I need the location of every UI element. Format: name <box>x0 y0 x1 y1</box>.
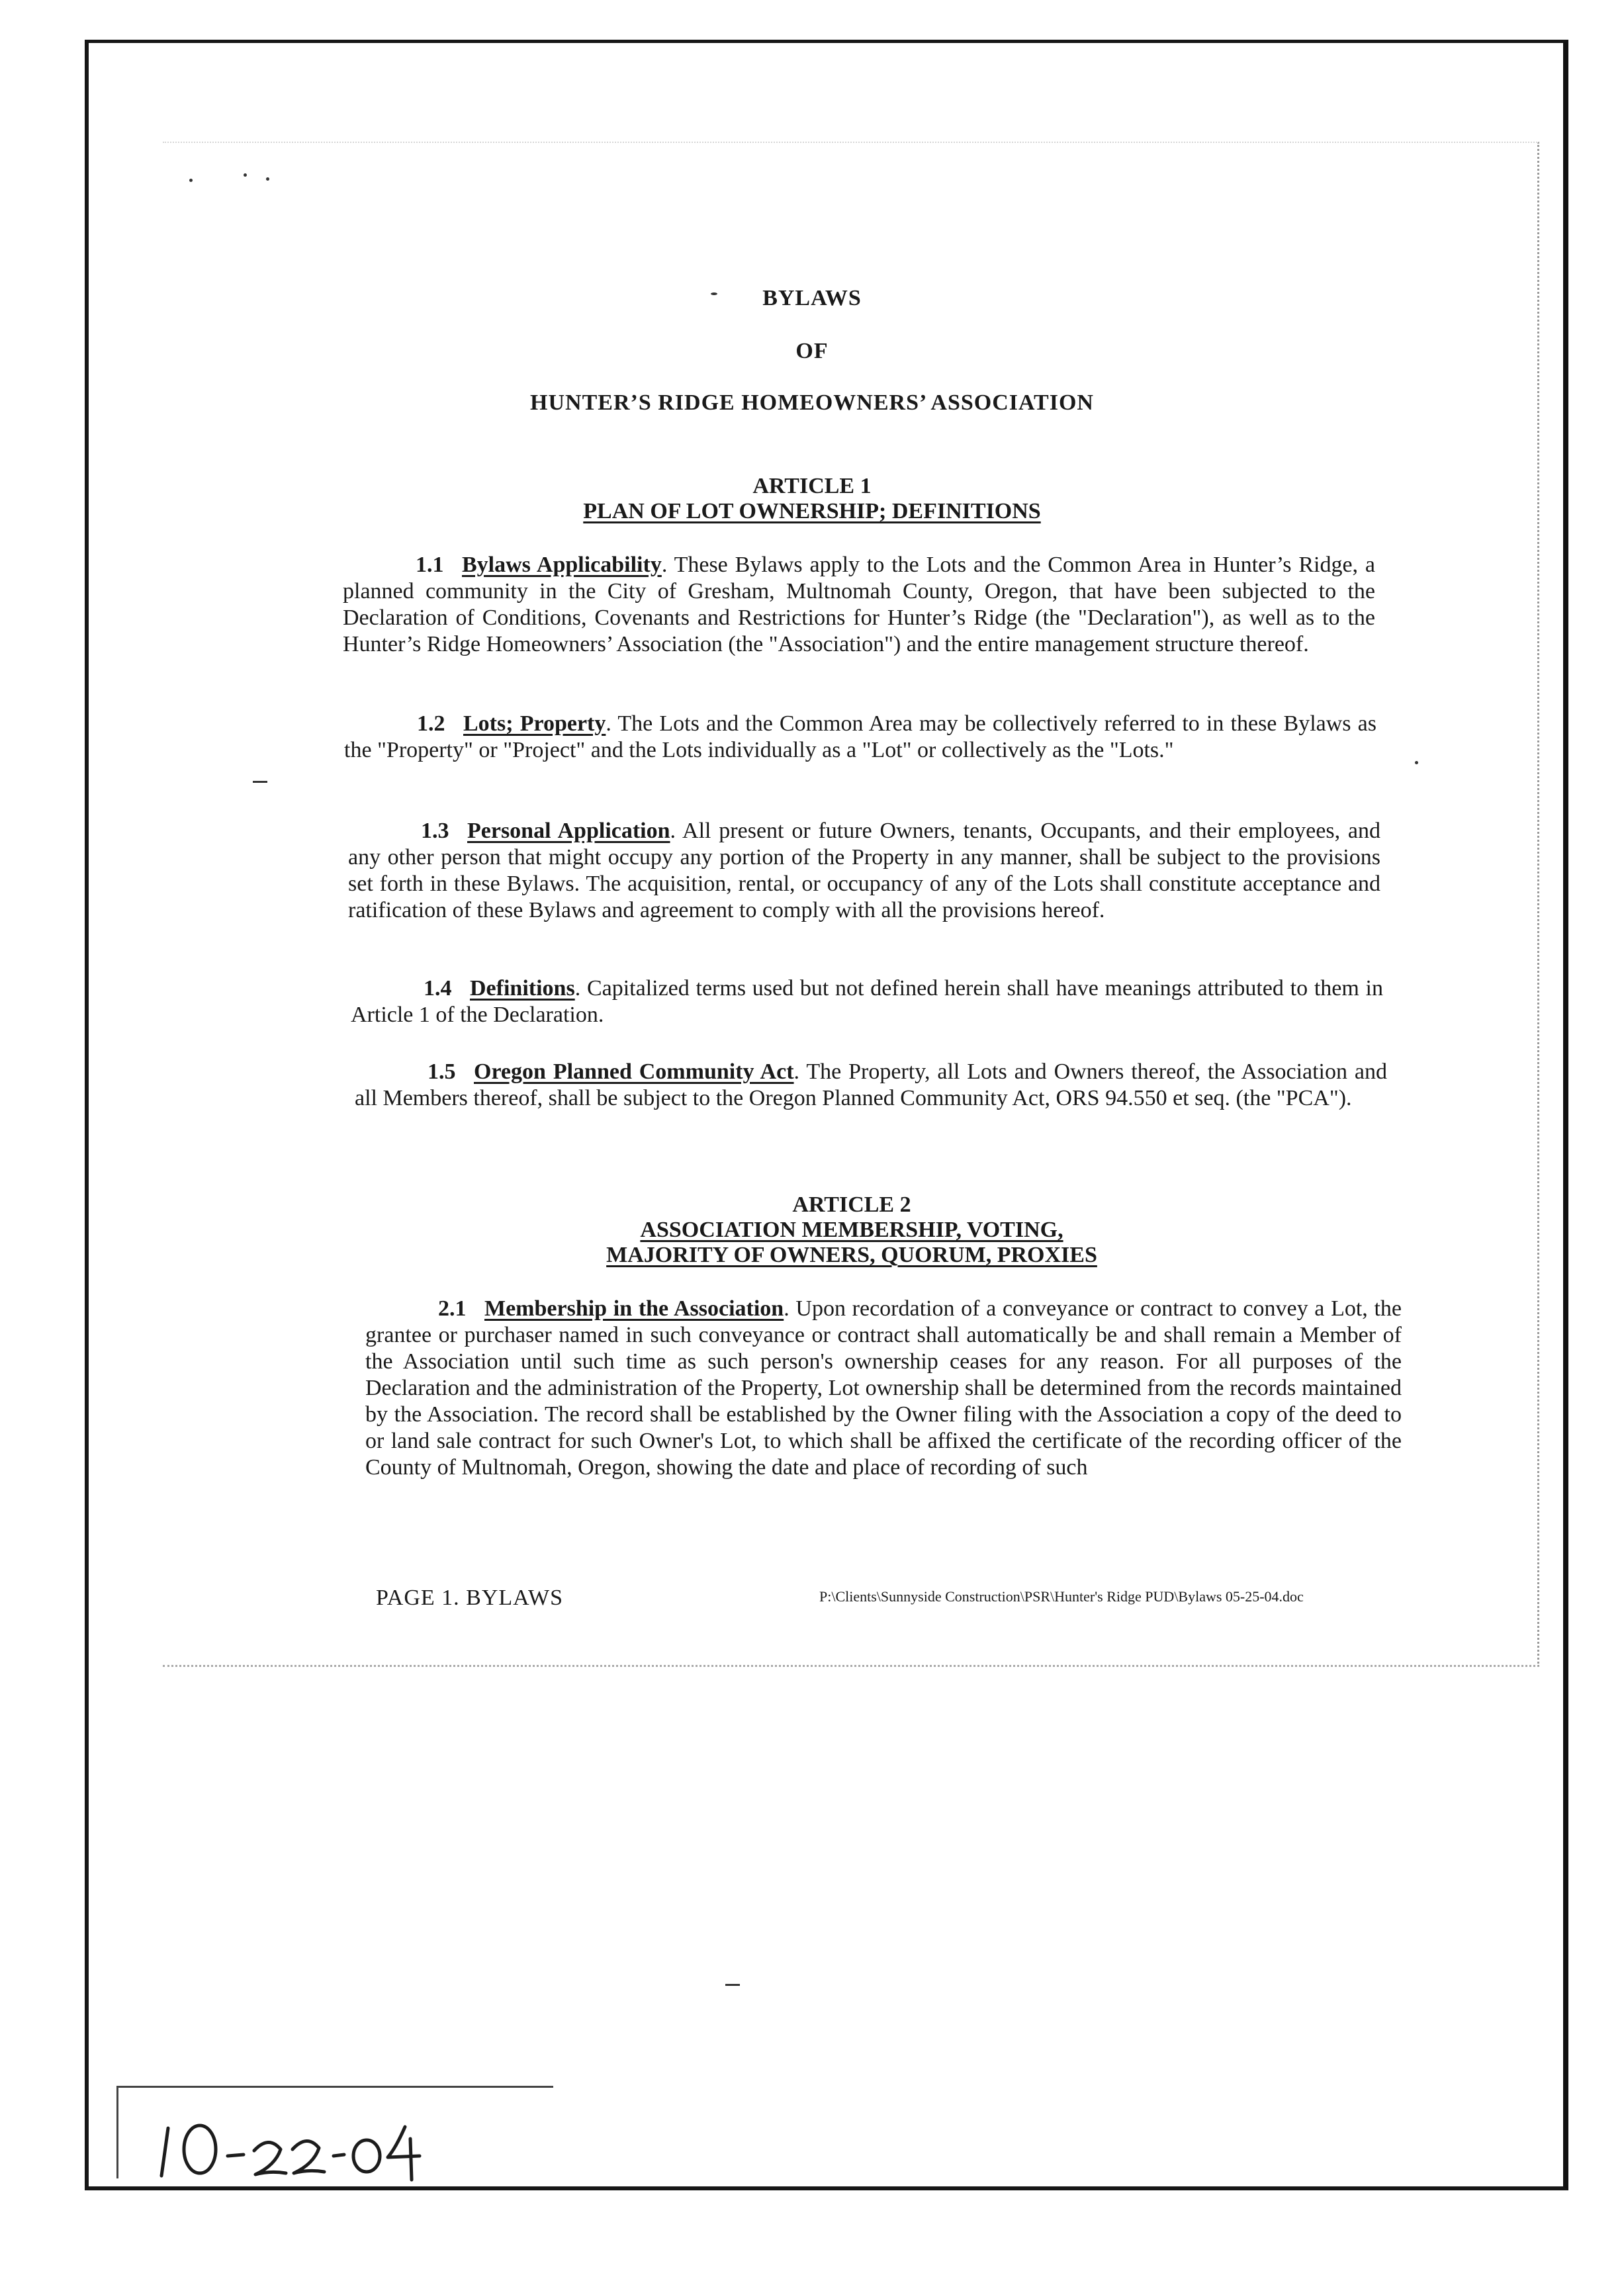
section-title: Personal Application <box>467 819 670 843</box>
article-1-label: ARTICLE 1 <box>752 474 872 498</box>
section-1-5: 1.5 Oregon Planned Community Act. The Property, all Lots and Owners thereof, the Association and all Members thereof, shall be subject to the Oregon Planned Community Act, ORS 94.550 et seq. (the "PCA"). <box>355 1059 1387 1110</box>
section-title: Definitions <box>470 976 575 1001</box>
article-1-title: PLAN OF LOT OWNERSHIP; DEFINITIONS <box>583 499 1041 523</box>
association-name: HUNTER’S RIDGE HOMEOWNERS’ ASSOCIATION <box>530 390 1094 415</box>
section-1-4: 1.4 Definitions. Capitalized terms used but not defined herein shall have meanings attributed to them in Article 1 of the Declaration. <box>351 976 1383 1027</box>
scan-speck <box>725 1984 740 1986</box>
page-footer-label: PAGE 1. BYLAWS <box>376 1586 563 1610</box>
section-1-3: 1.3 Personal Application. All present or future Owners, tenants, Occupants, and their employees, and any other person that might occupy any portion of the Property in any manner, shall be subject to the provisions set forth in these Bylaws. The acquisition, rental, or occupancy of any of the Lots shall constitute acceptance and ratification of these Bylaws and agreement to comply with all the provisions hereof. <box>348 819 1381 922</box>
section-number: 1.2 <box>417 711 445 736</box>
section-text: These Bylaws apply to the Lots and the Common Area in Hunter’s Ridge, a planned community in the City of Gresham, Multnomah County, Oregon, that have been subjected to the Declaration of Conditions, Covenants and Restrictions for Hunter’s Ridge (the "Declaration"), as well as to the Hunter’s Ridge Homeowners’ Association (the "Association") and the entire management structure thereof. <box>343 553 1375 656</box>
section-text: The Property, all Lots and Owners thereof, the Association and all Members thereof, shall be subject to the Oregon Planned Community Act, ORS 94.550 et seq. (the "PCA"). <box>355 1059 1387 1110</box>
section-1-2: 1.2 Lots; Property. The Lots and the Common Area may be collectively referred to in these Bylaws as the "Property" or "Project" and the Lots individually as a "Lot" or collectively as the "Lots." <box>344 711 1377 762</box>
section-number: 2.1 <box>438 1296 467 1321</box>
scan-speck <box>244 173 247 177</box>
section-title: Membership in the Association <box>484 1296 784 1321</box>
article-2-title-line-2: MAJORITY OF OWNERS, QUORUM, PROXIES <box>606 1243 1097 1267</box>
section-text: Upon recordation of a conveyance or contract to convey a Lot, the grantee or purchaser named in such conveyance or contract shall automatically be and shall remain a Member of the Association until such time as such person's ownership ceases for any reason. For all purposes of the Declaration and the administration of the Property, Lot ownership shall be determined from the records maintained by the Association. The record shall be established by the Owner filing with the Association a copy of the deed to or land sale contract for such Owner's Lot, to which shall be affixed the certificate of the recording officer of the County of Multnomah, Oregon, showing the date and place of recording of such <box>365 1296 1402 1480</box>
scan-speck <box>189 179 193 182</box>
section-number: 1.1 <box>416 553 444 577</box>
article-2-label: ARTICLE 2 <box>792 1192 911 1217</box>
document-title: BYLAWS <box>762 286 862 310</box>
section-title: Bylaws Applicability <box>462 553 662 577</box>
scan-speck <box>253 781 267 783</box>
document-title-of: OF <box>795 339 829 363</box>
section-1-1: 1.1 Bylaws Applicability. These Bylaws apply to the Lots and the Common Area in Hunter’s Ridge, a planned community in the City of Gresham, Multnomah County, Oregon, that have been subjected to the Declaration of Conditions, Covenants and Restrictions for Hunter’s Ridge (the "Declaration"), as well as to the Hunter’s Ridge Homeowners’ Association (the "Association") and the entire management structure thereof. <box>343 553 1375 656</box>
section-text: All present or future Owners, tenants, Occupants, and their employees, and any other person that might occupy any portion of the Property in any manner, shall be subject to the provisions set forth in these Bylaws. The acquisition, rental, or occupancy of any of the Lots shall constitute acceptance and ratification of these Bylaws and agreement to comply with all the provisions hereof. <box>348 819 1381 922</box>
section-number: 1.3 <box>421 819 449 843</box>
section-text: The Lots and the Common Area may be collectively referred to in these Bylaws as the "Property" or "Project" and the Lots individually as a "Lot" or collectively as the "Lots." <box>344 711 1377 762</box>
scan-speck <box>1415 761 1418 764</box>
section-title: Lots; Property <box>463 711 606 736</box>
page-footer-file-path: P:\Clients\Sunnyside Construction\PSR\Hunter's Ridge PUD\Bylaws 05-25-04.doc <box>819 1588 1304 1605</box>
section-number: 1.5 <box>428 1059 456 1084</box>
article-2-title-line-1: ASSOCIATION MEMBERSHIP, VOTING, <box>640 1218 1063 1242</box>
handwritten-date <box>156 2115 461 2188</box>
section-title: Oregon Planned Community Act <box>474 1059 794 1084</box>
section-text: Capitalized terms used but not defined herein shall have meanings attributed to them in Article 1 of the Declaration. <box>351 976 1383 1027</box>
section-2-1: 2.1 Membership in the Association. Upon recordation of a conveyance or contract to convey a Lot, the grantee or purchaser named in such conveyance or contract shall automatically be and shall remain a Member of the Association until such time as such person's ownership ceases for any reason. For all purposes of the Declaration and the administration of the Property, Lot ownership shall be determined from the records maintained by the Association. The record shall be established by the Owner filing with the Association a copy of the deed to or land sale contract for such Owner's Lot, to which shall be affixed the certificate of the recording officer of the County of Multnomah, Oregon, showing the date and place of recording of such <box>365 1296 1402 1480</box>
section-number: 1.4 <box>424 976 452 1001</box>
scan-speck <box>266 177 269 181</box>
